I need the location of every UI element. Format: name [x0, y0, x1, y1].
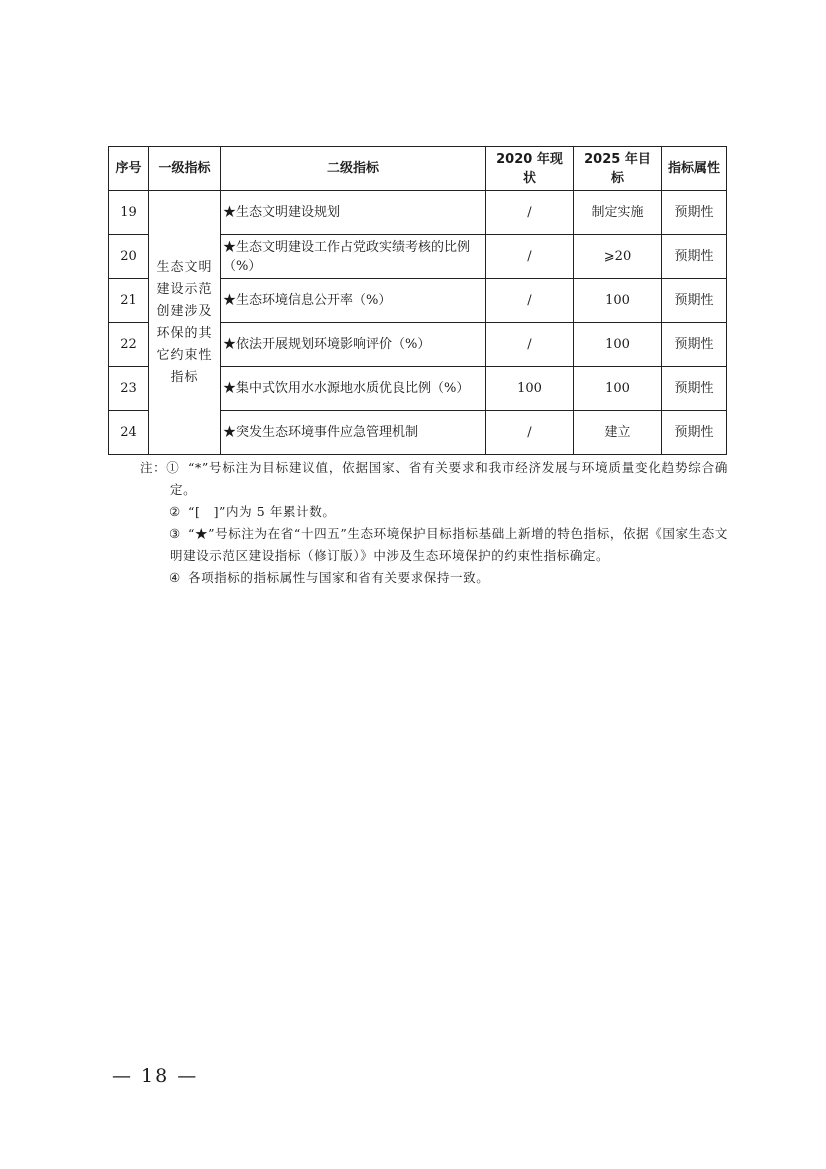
- header-status-2020: 2020 年现状: [486, 147, 574, 191]
- note-item: [140, 457, 728, 501]
- cell-name: ★生态环境信息公开率（%）: [221, 279, 486, 323]
- cell-attr: 预期性: [662, 367, 727, 411]
- note-item: [140, 523, 728, 567]
- cell-status-2020: 100: [486, 367, 574, 411]
- cell-no: 24: [109, 411, 149, 455]
- cell-no: 21: [109, 279, 149, 323]
- table-notes: [140, 457, 728, 589]
- cell-status-2020: /: [486, 235, 574, 279]
- cell-name: ★生态文明建设规划: [221, 191, 486, 235]
- cell-attr: 预期性: [662, 191, 727, 235]
- table-row: [109, 191, 727, 235]
- cell-name: ★突发生态环境事件应急管理机制: [221, 411, 486, 455]
- cell-target-2025: 100: [574, 323, 662, 367]
- cell-no: 23: [109, 367, 149, 411]
- cell-name: ★生态文明建设工作占党政实绩考核的比例（%）: [221, 235, 486, 279]
- note-text: “★”号标注为在省“十四五”生态环境保护目标指标基础上新增的特色指标，依据《国家生态文明建设示范区建设指标（修订版）》中涉及生态环境保护的约束性指标确定。: [170, 526, 728, 563]
- cell-attr: 预期性: [662, 279, 727, 323]
- cell-target-2025: 100: [574, 279, 662, 323]
- note-item: [140, 501, 728, 523]
- cell-status-2020: /: [486, 279, 574, 323]
- cell-status-2020: /: [486, 411, 574, 455]
- cell-status-2020: /: [486, 323, 574, 367]
- note-text: “*”号标注为目标建议值，依据国家、省有关要求和我市经济发展与环境质量变化趋势综合确定。: [170, 460, 728, 497]
- notes-prefix: 注：: [140, 460, 167, 475]
- cell-status-2020: /: [486, 191, 574, 235]
- cell-level1-group: 生态文明建设示范创建涉及环保的其它约束性指标: [149, 191, 221, 455]
- cell-attr: 预期性: [662, 235, 727, 279]
- cell-no: 19: [109, 191, 149, 235]
- cell-name: ★依法开展规划环境影响评价（%）: [221, 323, 486, 367]
- note-text: “[ ]”内为 5 年累计数。: [188, 504, 336, 519]
- note-number: ④: [169, 570, 181, 585]
- note-text: 各项指标的指标属性与国家和省有关要求保持一致。: [188, 570, 490, 585]
- cell-target-2025: ⩾20: [574, 235, 662, 279]
- header-level1: 一级指标: [149, 147, 221, 191]
- cell-no: 22: [109, 323, 149, 367]
- cell-attr: 预期性: [662, 411, 727, 455]
- cell-no: 20: [109, 235, 149, 279]
- header-level2: 二级指标: [221, 147, 486, 191]
- table-header-row: [109, 147, 727, 191]
- note-lead: [140, 457, 179, 479]
- header-no: 序号: [109, 147, 149, 191]
- cell-attr: 预期性: [662, 323, 727, 367]
- indicator-table: [108, 146, 727, 455]
- note-number: ①: [166, 460, 180, 475]
- note-number: ②: [169, 504, 181, 519]
- cell-target-2025: 100: [574, 367, 662, 411]
- cell-target-2025: 建立: [574, 411, 662, 455]
- page-number: — 18 —: [112, 1065, 199, 1087]
- cell-name: ★集中式饮用水水源地水质优良比例（%）: [221, 367, 486, 411]
- header-target-2025: 2025 年目标: [574, 147, 662, 191]
- cell-target-2025: 制定实施: [574, 191, 662, 235]
- note-item: [140, 567, 728, 589]
- note-number: ③: [169, 526, 181, 541]
- header-attr: 指标属性: [662, 147, 727, 191]
